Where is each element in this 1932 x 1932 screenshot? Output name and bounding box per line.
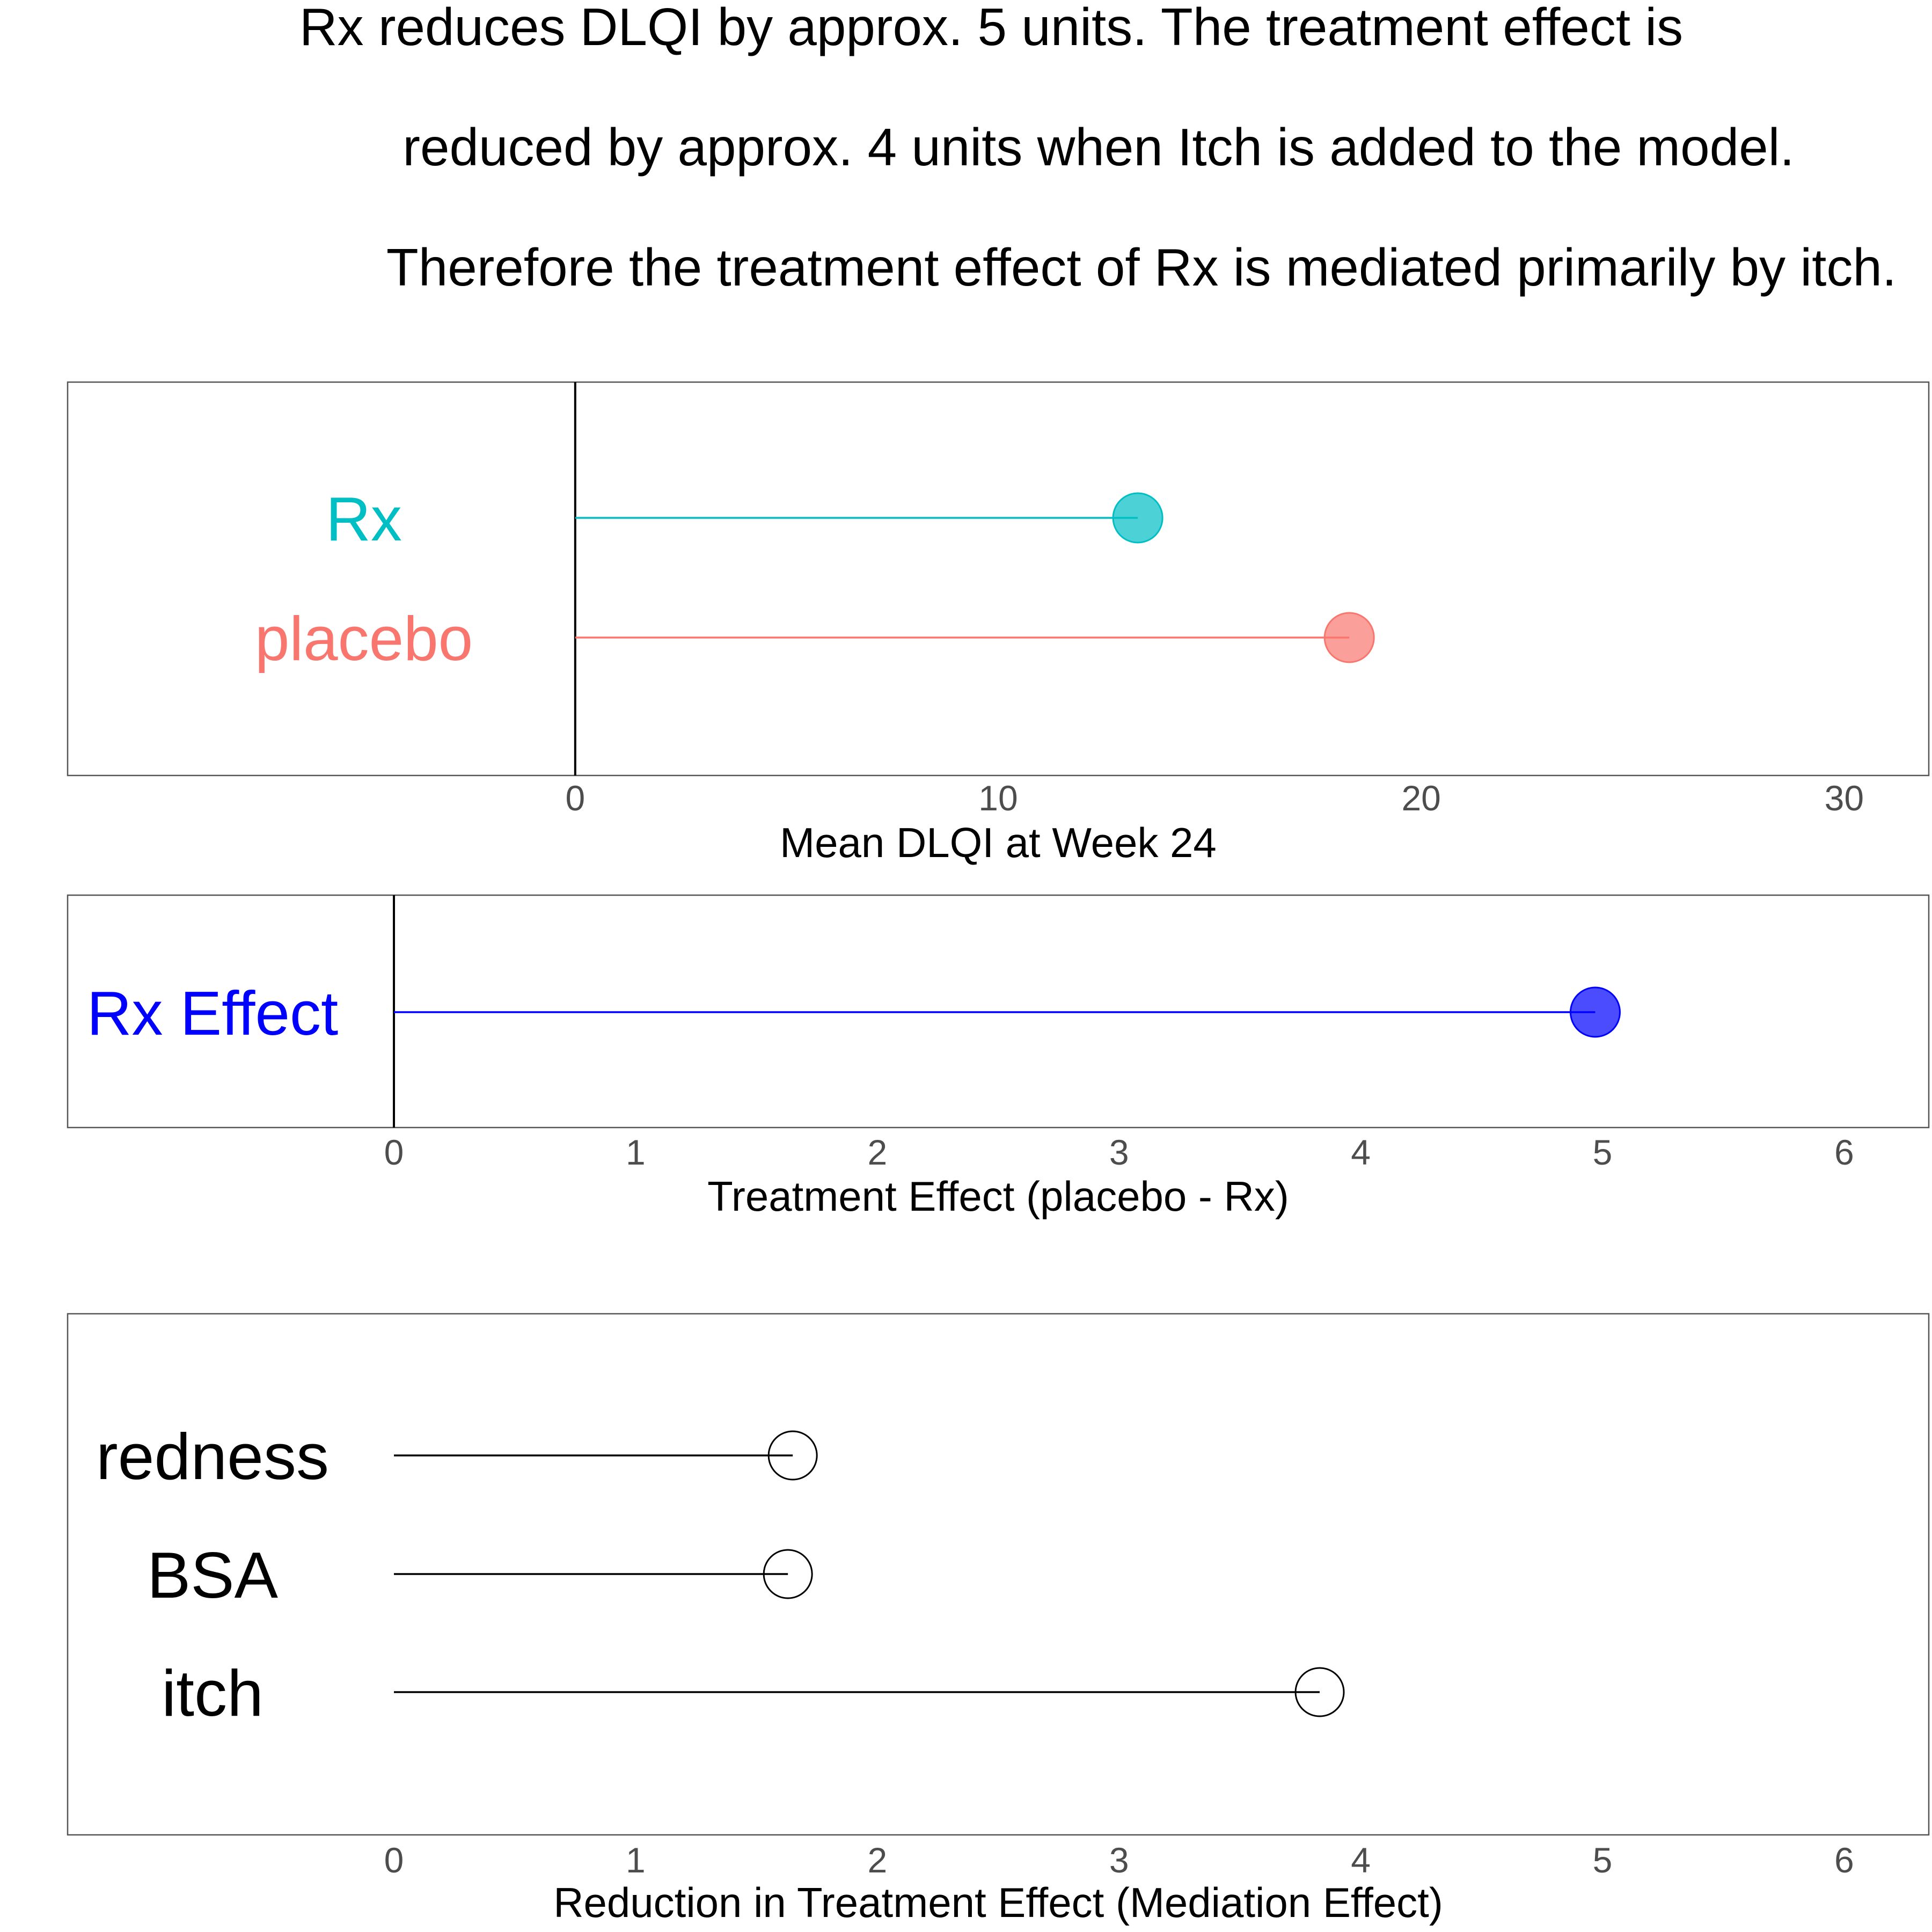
header-line-3: Therefore the treatment effect of Rx is mediated primarily by itch. <box>386 238 1897 297</box>
x-tick-label: 4 <box>1351 1840 1371 1880</box>
panel-mediation <box>68 1314 1929 1926</box>
panel-mediation-xlabel: Reduction in Treatment Effect (Mediation Effect) <box>553 1879 1443 1926</box>
panel-effect-xlabel: Treatment Effect (placebo - Rx) <box>707 1173 1289 1220</box>
series-label: Rx Effect <box>86 978 339 1048</box>
series-label: BSA <box>147 1538 279 1612</box>
panel-dlqi-xlabel: Mean DLQI at Week 24 <box>780 819 1217 866</box>
panel-mediation-frame <box>68 1314 1929 1835</box>
x-tick-label: 10 <box>978 778 1018 818</box>
header-line-2: reduced by approx. 4 units when Itch is added to the model. <box>402 118 1795 177</box>
x-tick-label: 2 <box>867 1132 888 1172</box>
x-tick-label: 0 <box>565 778 586 818</box>
series-label: Rx <box>326 484 402 554</box>
header-line-1: Rx reduces DLQI by approx. 5 units. The treatment effect is <box>299 0 1684 56</box>
panel-dlqi-frame <box>68 382 1929 775</box>
x-tick-label: 20 <box>1401 778 1441 818</box>
x-tick-label: 1 <box>626 1840 646 1880</box>
x-tick-label: 6 <box>1834 1132 1854 1172</box>
x-tick-label: 0 <box>384 1132 404 1172</box>
series-label: placebo <box>254 603 473 674</box>
panel-dlqi <box>68 382 1929 866</box>
lollipop-point <box>1324 613 1374 662</box>
x-tick-label: 30 <box>1824 778 1864 818</box>
header-text <box>299 0 1897 297</box>
series-label: itch <box>162 1656 264 1730</box>
x-tick-label: 6 <box>1834 1840 1854 1880</box>
panel-effect <box>68 895 1929 1220</box>
x-tick-label: 1 <box>626 1132 646 1172</box>
lollipop-point <box>1113 493 1162 543</box>
lollipop-point <box>1570 987 1620 1037</box>
x-tick-label: 5 <box>1592 1132 1613 1172</box>
x-tick-label: 5 <box>1592 1840 1613 1880</box>
series-label: redness <box>96 1419 330 1493</box>
x-tick-label: 4 <box>1351 1132 1371 1172</box>
x-tick-label: 3 <box>1109 1840 1129 1880</box>
x-tick-label: 3 <box>1109 1132 1129 1172</box>
x-tick-label: 2 <box>867 1840 888 1880</box>
x-tick-label: 0 <box>384 1840 404 1880</box>
